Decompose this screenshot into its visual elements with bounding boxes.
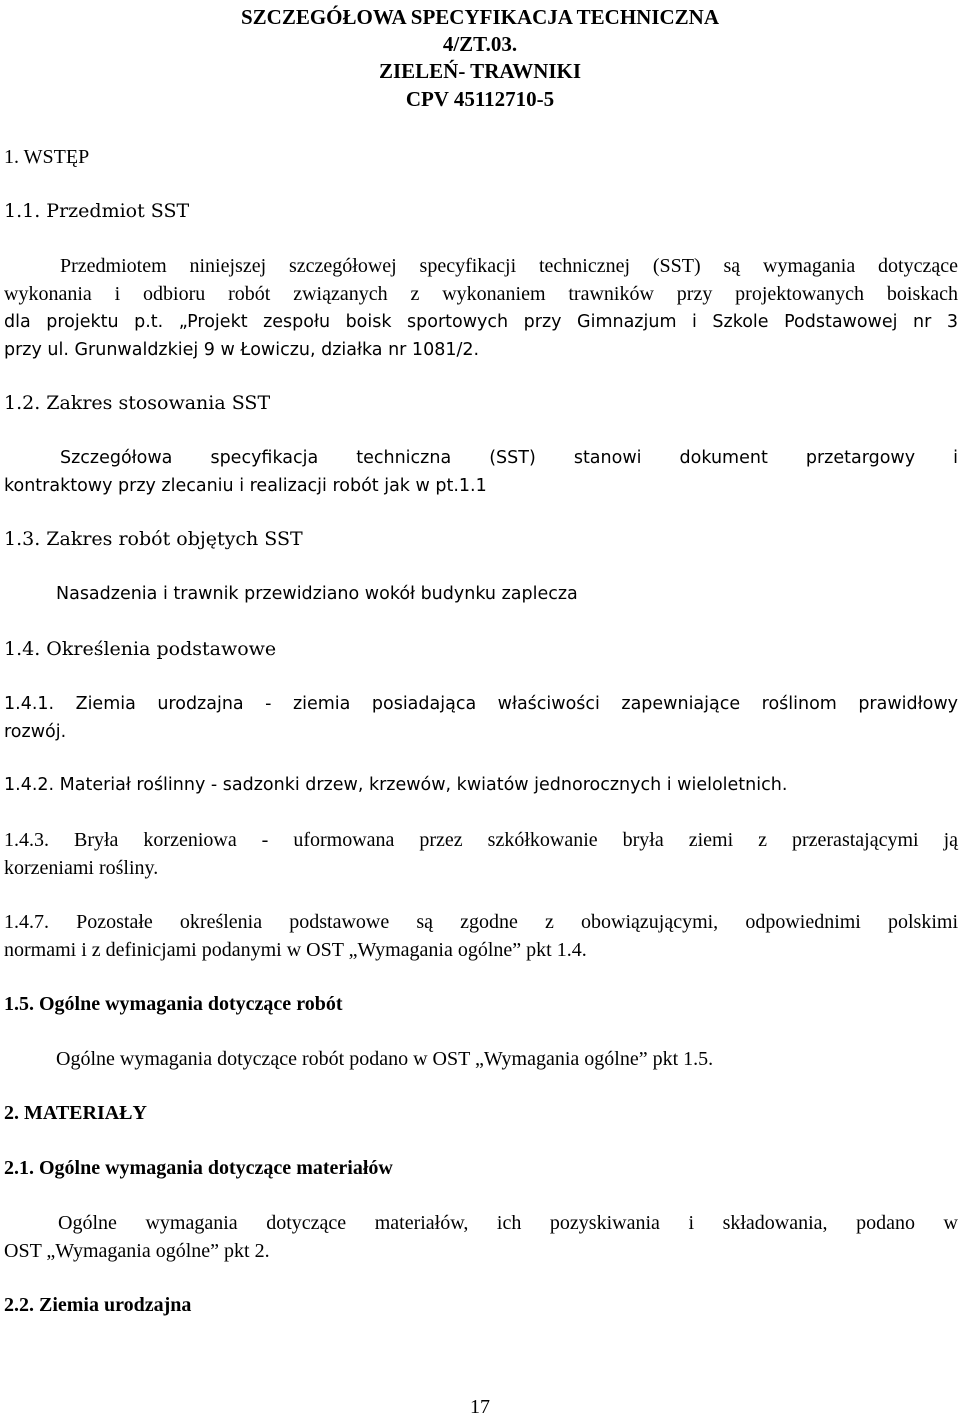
section-2-2-heading: 2.2. Ziemia urodzajna [4,1294,192,1316]
definition-1-4-1-line-2: rozwój. [4,722,67,742]
page-number: 17 [470,1396,490,1418]
section-2-1-heading: 2.1. Ogólne wymagania dotyczące materiałów [4,1157,393,1179]
section-1-1-heading: 1.1. Przedmiot SST [4,200,190,222]
section-2-heading: 2. MATERIAŁY [4,1102,147,1124]
section-1-1-line-2: wykonania i odbioru robót związanych z wykonaniem trawników przy projektowanych boiskach [4,283,958,305]
section-1-1-line-4: przy ul. Grunwaldzkiej 9 w Łowiczu, działka nr 1081/2. [4,340,480,360]
section-2-1-line-2: OST „Wymagania ogólne” pkt 2. [4,1240,270,1262]
spec-code: 4/ZT.03. [442,32,518,56]
definition-1-4-3-line-1: 1.4.3. Bryła korzeniowa - uformowana przez szkółkowanie bryła ziemi z przerastającymi ją [4,829,958,851]
section-1-2-line-2: kontraktowy przy zlecaniu i realizacji robót jak w pt.1.1 [4,476,487,496]
section-1-4-heading: 1.4. Określenia podstawowe [4,638,277,660]
section-1-1-text-1: Przedmiotem niniejszej szczegółowej specyfikacji technicznej (SST) są wymagania dotyczące [60,255,958,277]
section-1-2-line-1: Szczegółowa specyfikacja techniczna (SST) stanowi dokument przetargowy i [60,448,958,468]
spec-cpv: CPV 45112710-5 [405,87,555,111]
section-1-heading: 1. WSTĘP [4,146,90,168]
definition-1-4-3-line-2: korzeniami rośliny. [4,857,159,879]
definition-1-4-1-line-1: 1.4.1. Ziemia urodzajna - ziemia posiadająca właściwości zapewniające roślinom prawidłowy [4,694,958,714]
section-1-5-line-1: Ogólne wymagania dotyczące robót podano w OST „Wymagania ogólne” pkt 1.5. [56,1048,714,1070]
section-1-3-line-1: Nasadzenia i trawnik przewidziano wokół budynku zaplecza [56,584,578,604]
definition-1-4-7-line-2: normami i z definicjami podanymi w OST „Wymagania ogólne” pkt 1.4. [4,939,587,961]
section-1-5-heading: 1.5. Ogólne wymagania dotyczące robót [4,993,343,1015]
section-1-1-line-3: dla projektu p.t. „Projekt zespołu boisk sportowych przy Gimnazjum i Szkole Podstawowej nr 3 [4,312,958,332]
section-1-1-line-1 [4,254,958,278]
definition-1-4-7-line-1: 1.4.7. Pozostałe określenia podstawowe są zgodne z obowiązującymi, odpowiednimi polskimi [4,911,958,933]
section-1-3-heading: 1.3. Zakres robót objętych SST [4,528,303,550]
spec-subject: ZIELEŃ- TRAWNIKI [378,59,582,83]
spec-title: SZCZEGÓŁOWA SPECYFIKACJA TECHNICZNA [240,5,720,29]
section-1-2-heading: 1.2. Zakres stosowania SST [4,392,271,414]
section-2-1-line-1: Ogólne wymagania dotyczące materiałów, ich pozyskiwania i składowania, podano w [58,1212,958,1234]
definition-1-4-2: 1.4.2. Materiał roślinny - sadzonki drzew, krzewów, kwiatów jednorocznych i wieloletnich. [4,775,788,795]
